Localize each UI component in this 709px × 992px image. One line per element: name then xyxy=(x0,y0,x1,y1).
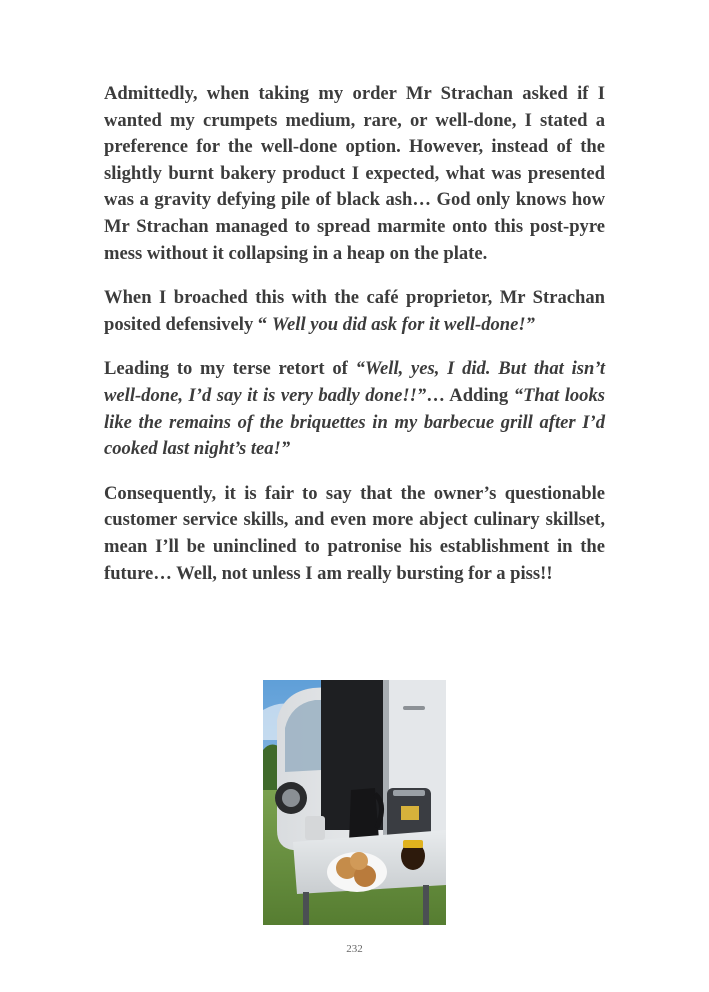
toaster-slot xyxy=(393,790,425,796)
breakfast-photo xyxy=(263,680,446,925)
paragraph-3-quote-b: “That looks like the remains of the briquettes in my barbecue grill after I’d cooked last night’s tea!” xyxy=(104,384,605,460)
marmite-lid xyxy=(403,840,423,848)
van-wheel-rim xyxy=(282,789,300,807)
paragraph-3-text-b: … Adding xyxy=(426,384,514,406)
table-leg-right xyxy=(423,885,429,925)
crumpet-3 xyxy=(350,852,368,870)
paragraph-2 xyxy=(104,285,605,338)
paragraph-1 xyxy=(104,81,605,267)
paragraph-3 xyxy=(104,356,605,462)
table-leg-left xyxy=(303,892,309,925)
paragraph-3-quote-a: “Well, yes, I did. But that isn’t well-done, I’d say it is very badly done!!” xyxy=(104,358,605,406)
paragraph-1-text: Admittedly, when taking my order Mr Strachan asked if I wanted my crumpets medium, rare, or well-done, I stated a preference for the well-done option. However, instead of the slightly burnt bakery product I expected, what was presented was a gravity defying pile of black ash… God only knows how Mr Strachan managed to spread marmite onto this post-pyre mess without it collapsing in a heap on the plate. xyxy=(104,83,605,264)
van-handle xyxy=(403,706,425,710)
paragraph-3-text-a: Leading to my terse retort of xyxy=(104,358,356,380)
paragraph-2-quote: Well you did ask for it well-done!” xyxy=(271,313,535,335)
mug xyxy=(305,816,325,840)
page-number: 232 xyxy=(346,943,363,955)
body-text xyxy=(104,81,605,605)
toaster-label xyxy=(401,806,419,820)
paragraph-4-text: Consequently, it is fair to say that the owner’s questionable customer service skills, and even more abject culinary skillset, mean I’ll be uninclined to patronise his establishment in the future… Well, not unless I am really bursting for a piss!! xyxy=(104,482,605,584)
paragraph-4 xyxy=(104,481,605,587)
paragraph-2-text: When I broached this with the café proprietor, Mr Strachan posited defensively “ xyxy=(104,287,605,335)
